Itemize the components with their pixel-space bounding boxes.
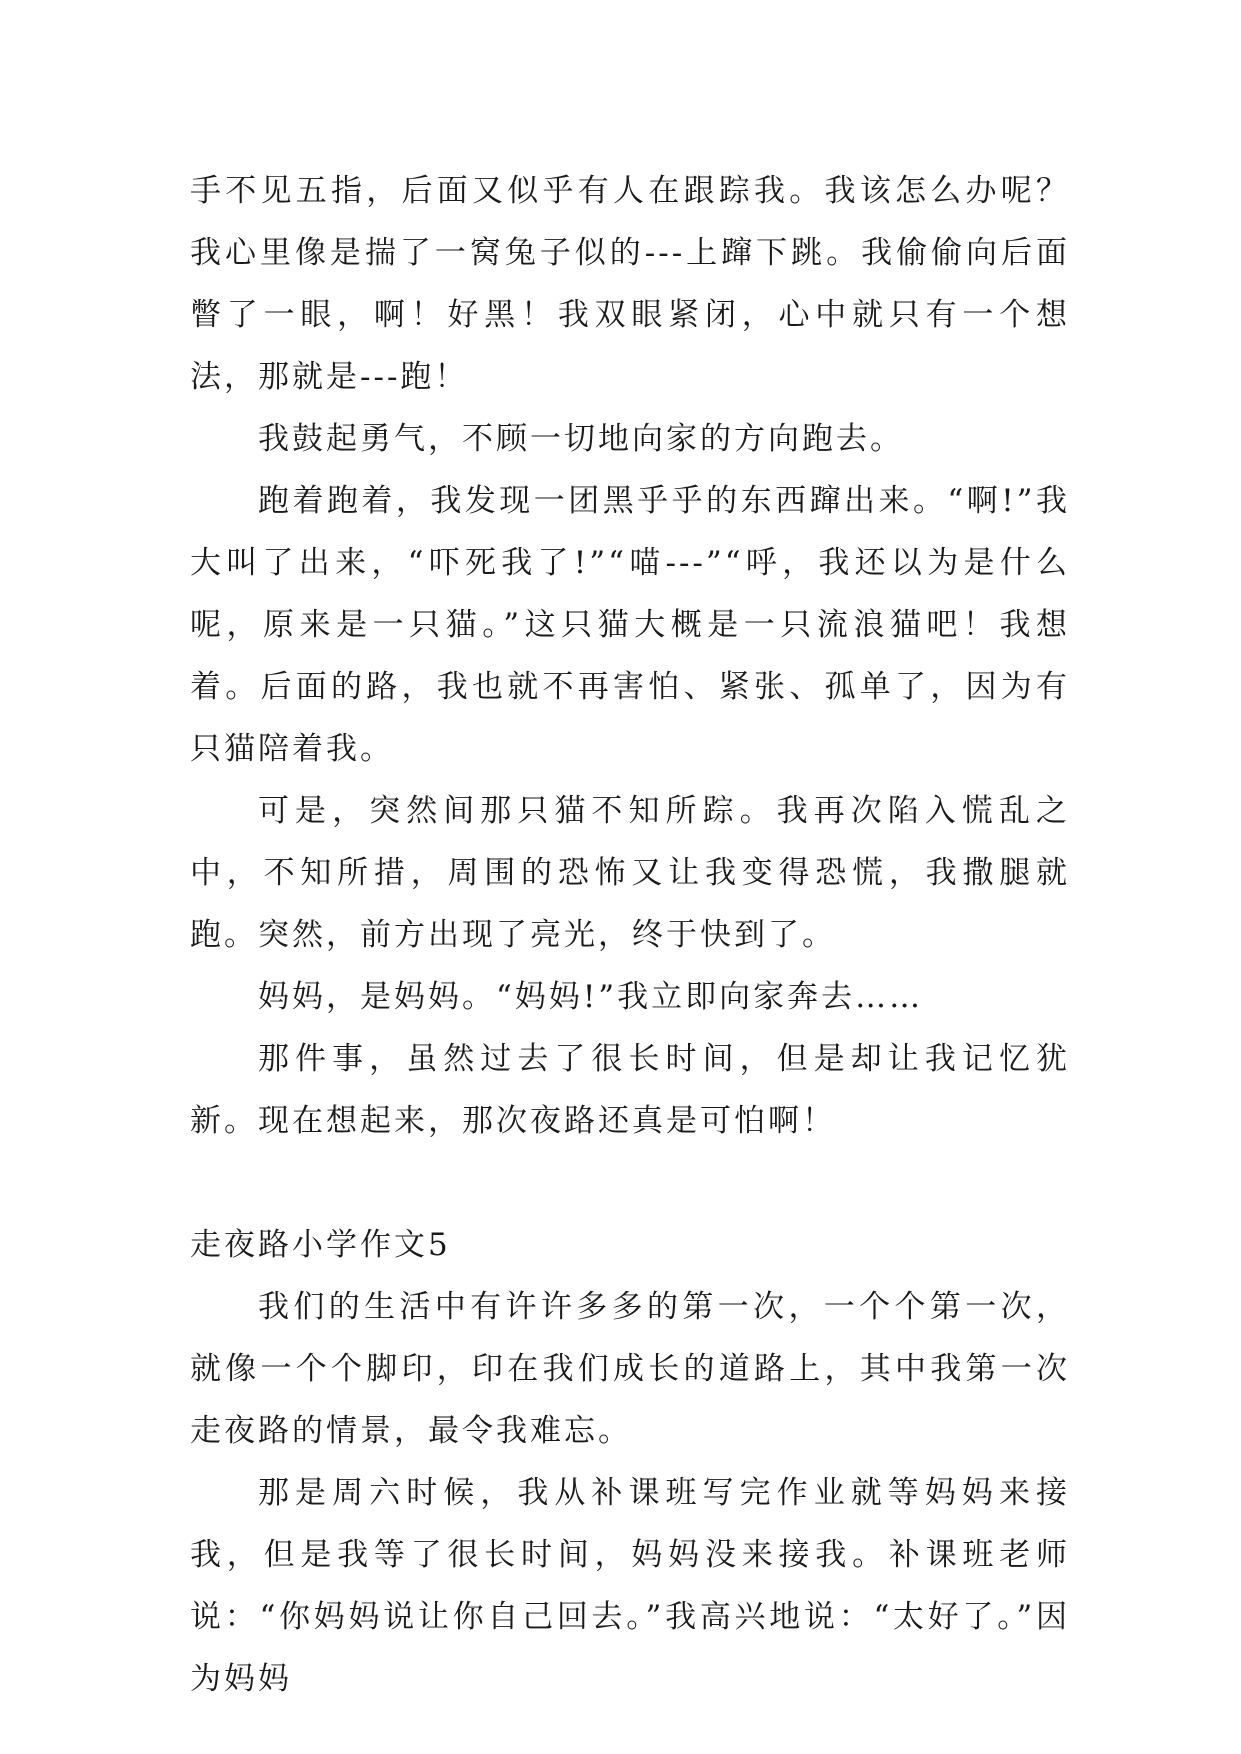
section-gap [190, 1152, 1070, 1214]
paragraph: 可是，突然间那只猫不知所踪。我再次陷入慌乱之中，不知所措，周围的恐怖又让我变得恐慌，我撒腿就跑。突然，前方出现了亮光，终于快到了。 [190, 793, 1070, 953]
essay-body [190, 160, 1070, 1710]
paragraph: 跑着跑着，我发现一团黑乎乎的东西蹿出来。“啊!”我大叫了出来，“吓死我了!”“喵---”“呼，我还以为是什么呢，原来是一只猫。”这只猫大概是一只流浪猫吧！我想着。后面的路，我也就不再害怕、紧张、孤单了，因为有只猫陪着我。 [190, 483, 1070, 767]
paragraph: 手不见五指，后面又似乎有人在跟踪我。我该怎么办呢？我心里像是揣了一窝兔子似的---上蹿下跳。我偷偷向后面瞥了一眼，啊！好黑！我双眼紧闭，心中就只有一个想法，那就是---跑！ [190, 173, 1070, 395]
paragraph: 我们的生活中有许许多多的第一次，一个个第一次，就像一个个脚印，印在我们成长的道路上，其中我第一次走夜路的情景，最令我难忘。 [190, 1289, 1070, 1449]
paragraph: 那是周六时候，我从补课班写完作业就等妈妈来接我，但是我等了很长时间，妈妈没来接我。补课班老师说：“你妈妈说让你自己回去。”我高兴地说：“太好了。”因为妈妈 [190, 1475, 1070, 1697]
section-title: 走夜路小学作文5 [190, 1227, 451, 1263]
paragraph: 妈妈，是妈妈。“妈妈!”我立即向家奔去…… [258, 979, 924, 1015]
paragraph: 那件事，虽然过去了很长时间，但是却让我记忆犹新。现在想起来，那次夜路还真是可怕啊！ [190, 1041, 1070, 1139]
paragraph: 我鼓起勇气，不顾一切地向家的方向跑去。 [258, 421, 904, 457]
